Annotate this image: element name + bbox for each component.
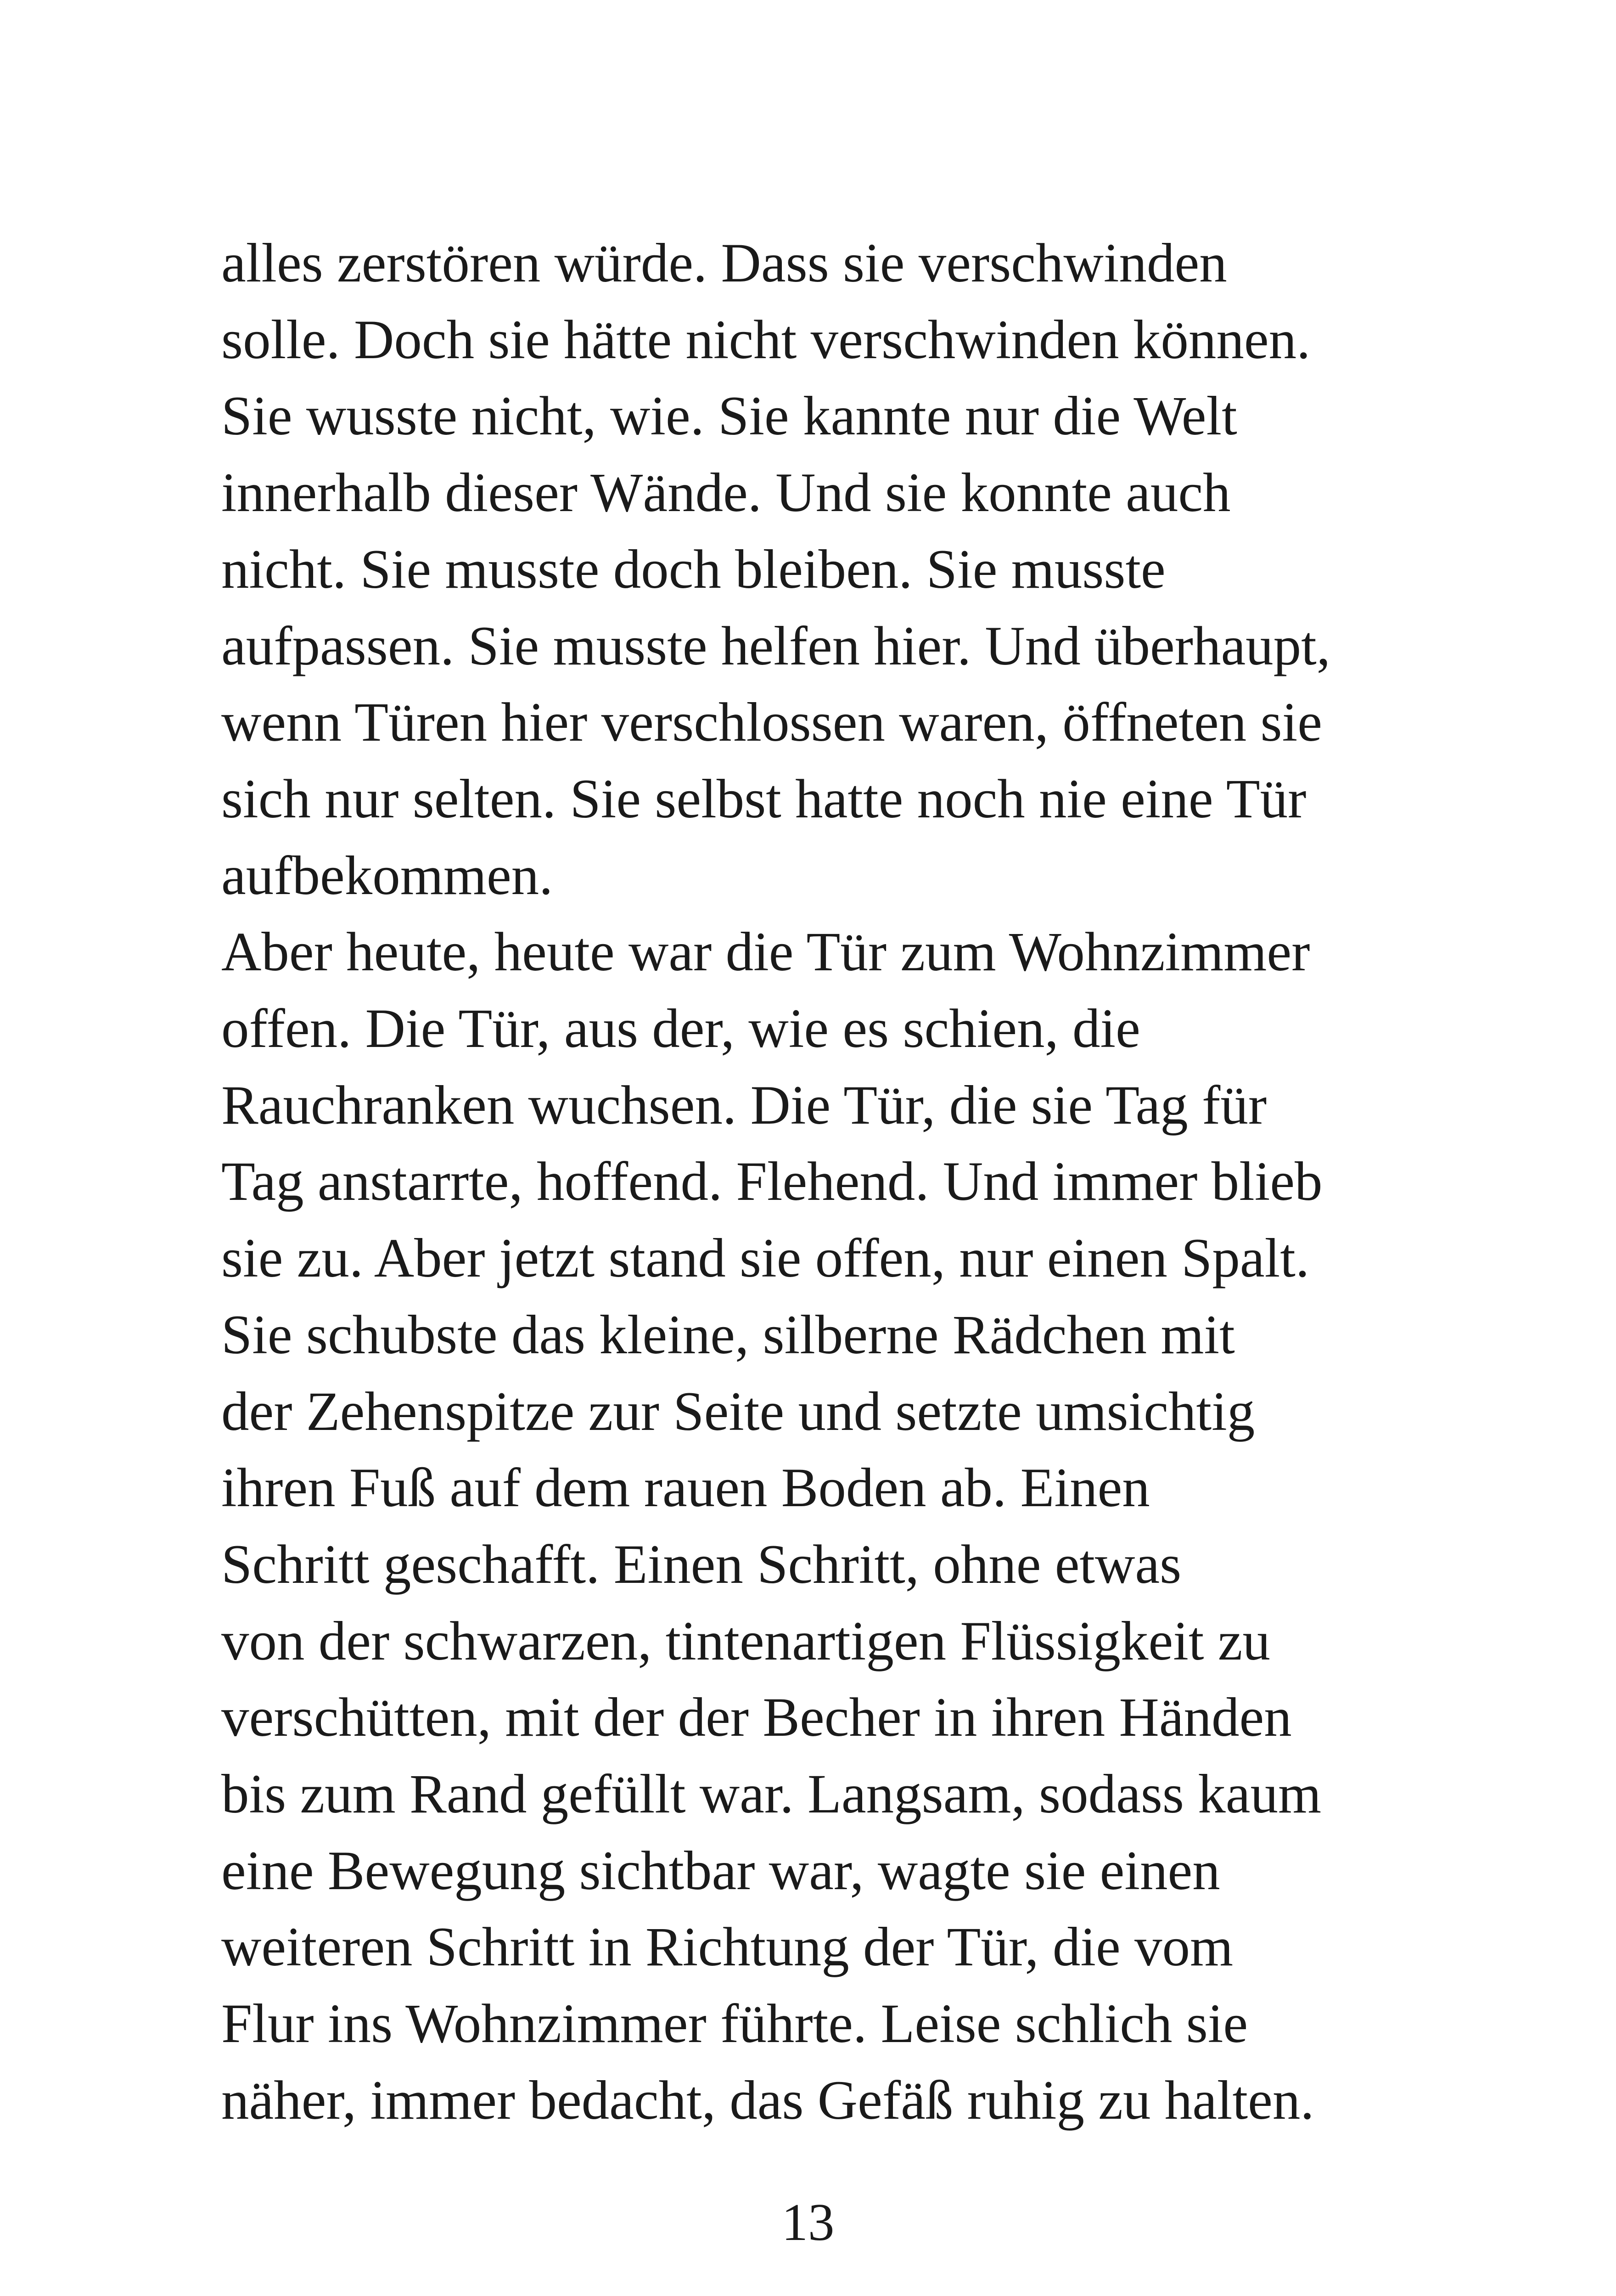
text-line: von der schwarzen, tintenartigen Flüssigkeit zu — [221, 1610, 1270, 1672]
text-line: eine Bewegung sichtbar war, wagte sie einen — [221, 1840, 1220, 1902]
text-line: alles zerstören würde. Dass sie verschwinden — [221, 232, 1227, 294]
text-line: offen. Die Tür, aus der, wie es schien, die — [221, 998, 1140, 1060]
body-text — [221, 225, 1452, 2139]
text-line: Sie wusste nicht, wie. Sie kannte nur die Welt — [221, 385, 1237, 447]
text-line: ihren Fuß auf dem rauen Boden ab. Einen — [221, 1457, 1150, 1519]
text-line: aufpassen. Sie musste helfen hier. Und überhaupt, — [221, 615, 1331, 677]
text-line: nicht. Sie musste doch bleiben. Sie musste — [221, 538, 1166, 600]
text-line: Rauchranken wuchsen. Die Tür, die sie Tag für — [221, 1074, 1267, 1136]
text-line: sie zu. Aber jetzt stand sie offen, nur einen Spalt. — [221, 1227, 1310, 1289]
text-line: sich nur selten. Sie selbst hatte noch nie eine Tür — [221, 768, 1307, 830]
text-line: Schritt geschafft. Einen Schritt, ohne etwas — [221, 1533, 1182, 1595]
text-line: verschütten, mit der der Becher in ihren Händen — [221, 1687, 1292, 1749]
text-line: näher, immer bedacht, das Gefäß ruhig zu halten. — [221, 2069, 1314, 2131]
text-line: wenn Türen hier verschlossen waren, öffneten sie — [221, 692, 1322, 754]
text-line: weiteren Schritt in Richtung der Tür, die vom — [221, 1916, 1234, 1978]
text-line: innerhalb dieser Wände. Und sie konnte auch — [221, 462, 1231, 524]
text-line: Flur ins Wohnzimmer führte. Leise schlich sie — [221, 1993, 1248, 2055]
page-number: 13 — [781, 2193, 835, 2251]
text-line: Aber heute, heute war die Tür zum Wohnzimmer — [221, 921, 1310, 983]
text-line: aufbekommen. — [221, 844, 553, 906]
text-line: solle. Doch sie hätte nicht verschwinden können. — [221, 309, 1311, 371]
text-line: Tag anstarrte, hoffend. Flehend. Und immer blieb — [221, 1151, 1323, 1213]
text-line: der Zehenspitze zur Seite und setzte umsichtig — [221, 1380, 1255, 1442]
text-line: Sie schubste das kleine, silberne Rädchen mit — [221, 1304, 1235, 1366]
text-line: bis zum Rand gefüllt war. Langsam, sodass kaum — [221, 1763, 1322, 1825]
